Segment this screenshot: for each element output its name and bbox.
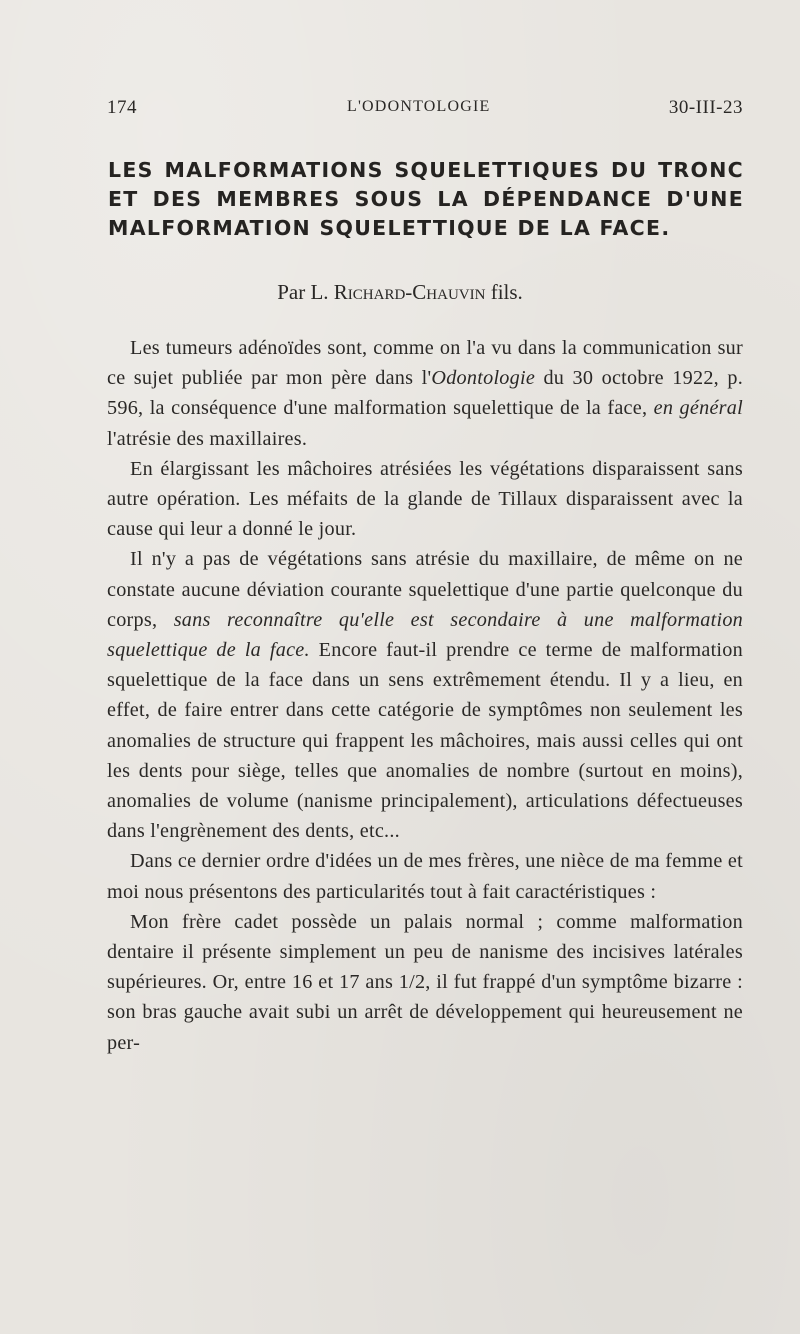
issue-date: 30-III-23 xyxy=(668,97,743,118)
byline xyxy=(0,280,800,305)
paragraph-3 xyxy=(107,544,743,846)
paragraph-1-part-a: Les tumeurs adénoïdes sont, comme on l'a vu dans la communication sur ce sujet publiée par mon père dans l' xyxy=(107,337,743,390)
article-title: LES MALFORMATIONS SQUELETTIQUES DU TRONC ET DES MEMBRES SOUS LA DÉPENDANCE D'UNE MALFORMATION SQUELETTIQUE DE LA FACE. xyxy=(108,158,744,240)
paragraph-1-part-c: du 30 octobre 1922, p. 596, la conséquence d'une malformation squelettique de la face, xyxy=(107,367,743,420)
paragraph-5: Mon frère cadet possède un palais normal ; comme malformation dentaire il présente simplement un peu de nanisme des incisives latérales supérieures. Or, entre 16 et 17 ans 1/2, il fut frappé d'un symptôme bizarre : son bras gauche avait subi un arrêt de développement qui heureusement ne per- xyxy=(107,910,743,1054)
running-head xyxy=(107,97,743,127)
page-number: 174 xyxy=(107,97,137,118)
byline-suffix: fils. xyxy=(485,280,523,304)
byline-author: Richard-Chauvin xyxy=(333,280,486,304)
paragraph-3-part-a: Il n'y a pas de végétations sans atrésie du maxillaire, de même on ne constate aucune déviation courante squelettique d'une partie quelconque du corps, xyxy=(107,548,743,631)
en-general-italic: en général xyxy=(653,397,743,420)
journal-title: L'ODONTOLOGIE xyxy=(347,98,491,115)
journal-name-italic: Odontologie xyxy=(431,367,536,390)
paragraph-1-part-e: l'atrésie des maxillaires. xyxy=(107,427,308,450)
byline-prefix: Par L. xyxy=(277,280,334,304)
article-body xyxy=(107,333,743,1058)
paragraph-4: Dans ce dernier ordre d'idées un de mes frères, une nièce de ma femme et moi nous présentons des particularités tout à fait caractéristiques : xyxy=(107,850,743,903)
paragraph-3-part-c: Encore faut-il prendre ce terme de malformation squelettique de la face dans un sens extrêmement étendu. Il y a lieu, en effet, de faire entrer dans cette catégorie de symptômes non seulement les anomalies de structure qui frappent les mâchoires, mais aussi celles qui ont les dents pour siège, telles que anomalies de nombre (surtout en moins), anomalies de volume (nanisme principalement), articulations défectueuses dans l'engrènement des dents, etc... xyxy=(107,639,743,843)
paragraph-1 xyxy=(107,333,743,454)
emphasis-italic: sans reconnaître qu'elle est secondaire à une malformation squelettique de la face. xyxy=(107,608,744,662)
paragraph-2: En élargissant les mâchoires atrésiées les végétations disparaissent sans autre opération. Les méfaits de la glande de Tillaux disparaissent avec la cause qui leur a donné le jour. xyxy=(107,457,743,541)
